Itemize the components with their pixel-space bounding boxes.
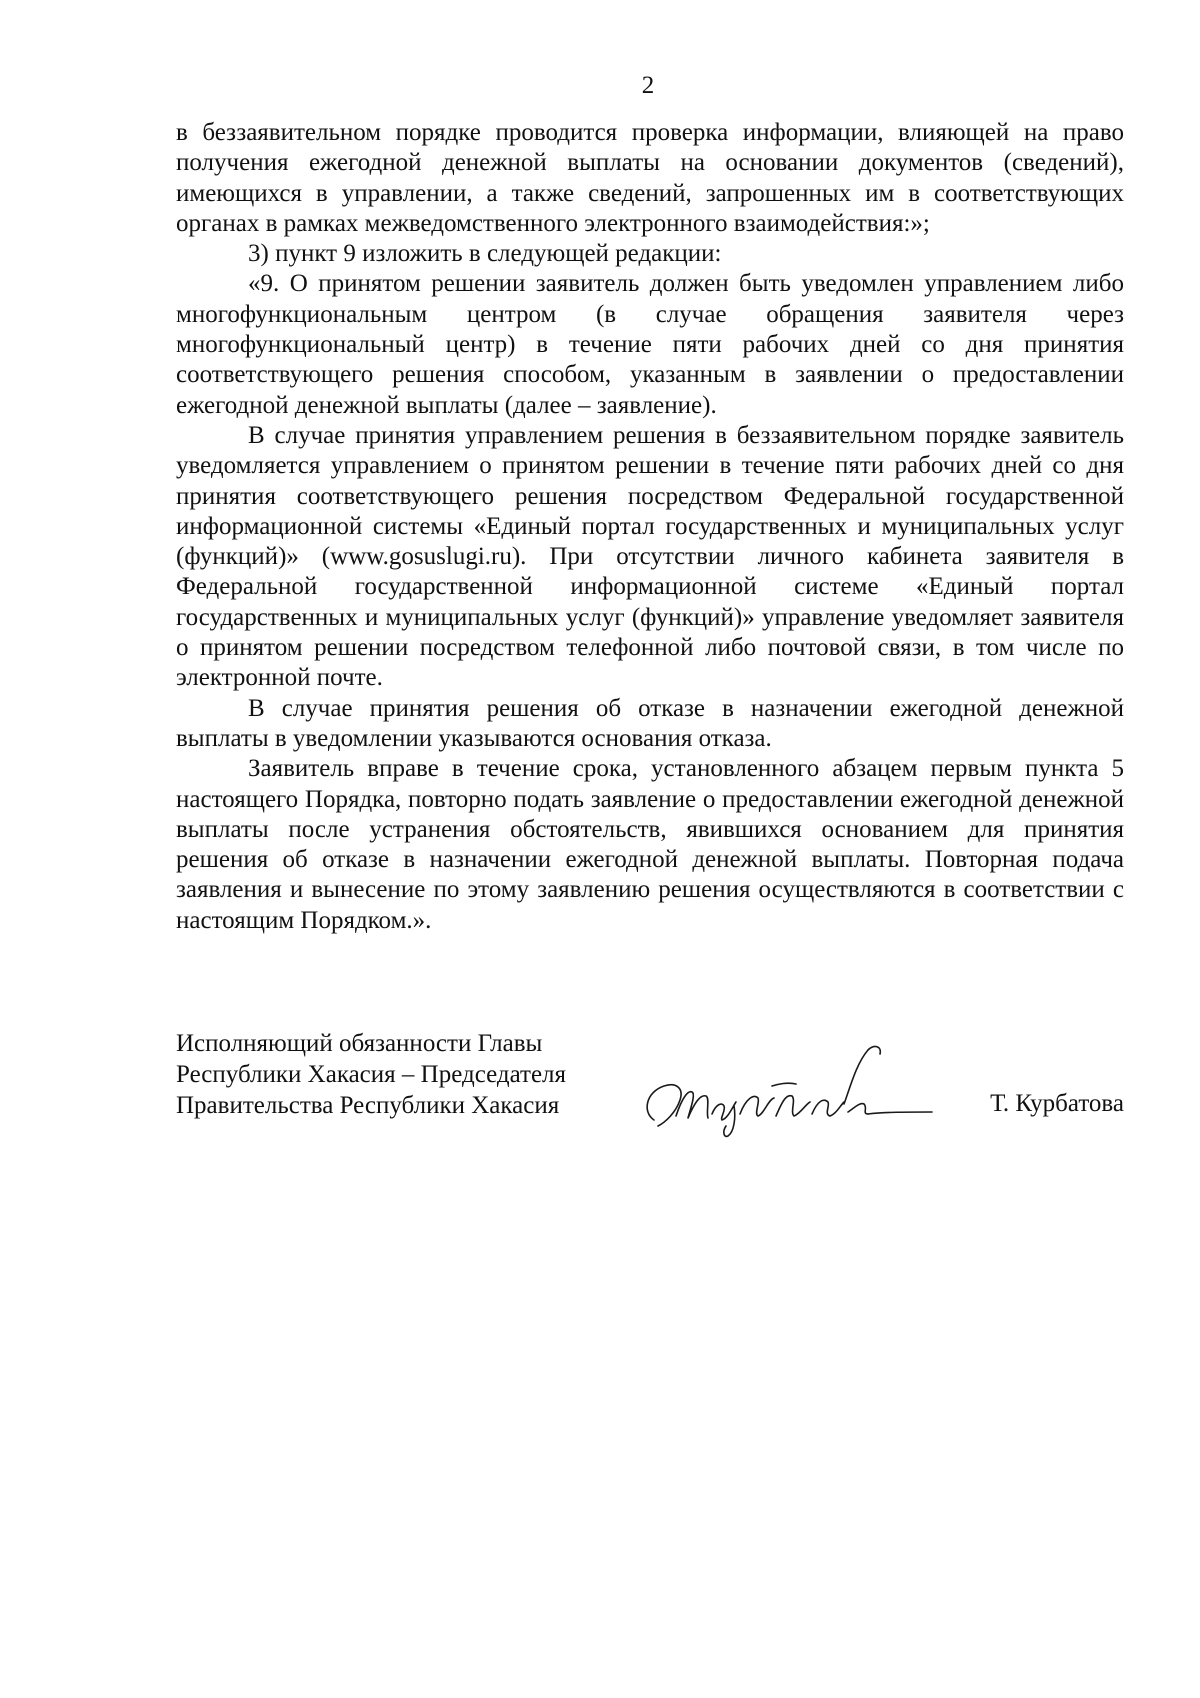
signature-block (176, 1028, 1124, 1158)
handwritten-signature (636, 1028, 936, 1138)
paragraph-point-9: «9. О принятом решении заявитель должен быть уведомлен управлением либо многофункциональным центром (в случае обращения заявителя через многофункциональный центр) в течение пяти рабочих дней со дня принятия соответствующего решения способом, указанным в заявлении о предоставлении ежегодной денежной выплаты (далее – заявление). (176, 270, 1124, 419)
signer-position (176, 1028, 566, 1121)
signer-position-line: Исполняющий обязанности Главы (176, 1030, 543, 1057)
signer-name: Т. Курбатова (990, 1090, 1124, 1117)
paragraph-reapplication: Заявитель вправе в течение срока, установленного абзацем первым пункта 5 настоящего Порядка, повторно подать заявление о предоставлении ежегодной денежной выплаты после устранения обстоятельств, явившихся основанием для принятия решения об отказе в назначении ежегодной денежной выплаты. Повторная подача заявления и вынесение по этому заявлению решения осуществляются в соответствии с настоящим Порядком.». (176, 755, 1124, 934)
page-number: 2 (641, 72, 655, 99)
signer-position-line: Республики Хакасия – Председателя (176, 1061, 567, 1088)
paragraph-refusal: В случае принятия решения об отказе в назначении ежегодной денежной выплаты в уведомлении указываются основания отказа. (176, 694, 1124, 752)
document-body (176, 118, 1124, 936)
paragraph-continuation: в беззаявительном порядке проводится проверка информации, влияющей на право получения ежегодной денежной выплаты на основании документов (сведений), имеющихся в управлении, а также сведений, запрошенных им в соответствующих органах в рамках межведомственного электронного взаимодействия:»; (176, 119, 1124, 237)
paragraph-item-3: 3) пункт 9 изложить в следующей редакции: (248, 240, 722, 268)
paragraph-notification: В случае принятия управлением решения в беззаявительном порядке заявитель уведомляется управлением о принятом решении в течение пяти рабочих дней со дня принятия соответствующего решения посредством Федеральной государственной информационной системы «Единый портал государственных и муниципальных услуг (функций)» (www.gosuslugi.ru). При отсутствии личного кабинета заявителя в Федеральной государственной информационной системе «Единый портал государственных и муниципальных услуг (функций)» управление уведомляет заявителя о принятом решении посредством телефонной либо почтовой связи, в том числе по электронной почте. (176, 421, 1124, 692)
signer-position-line: Правительства Республики Хакасия (176, 1092, 560, 1119)
